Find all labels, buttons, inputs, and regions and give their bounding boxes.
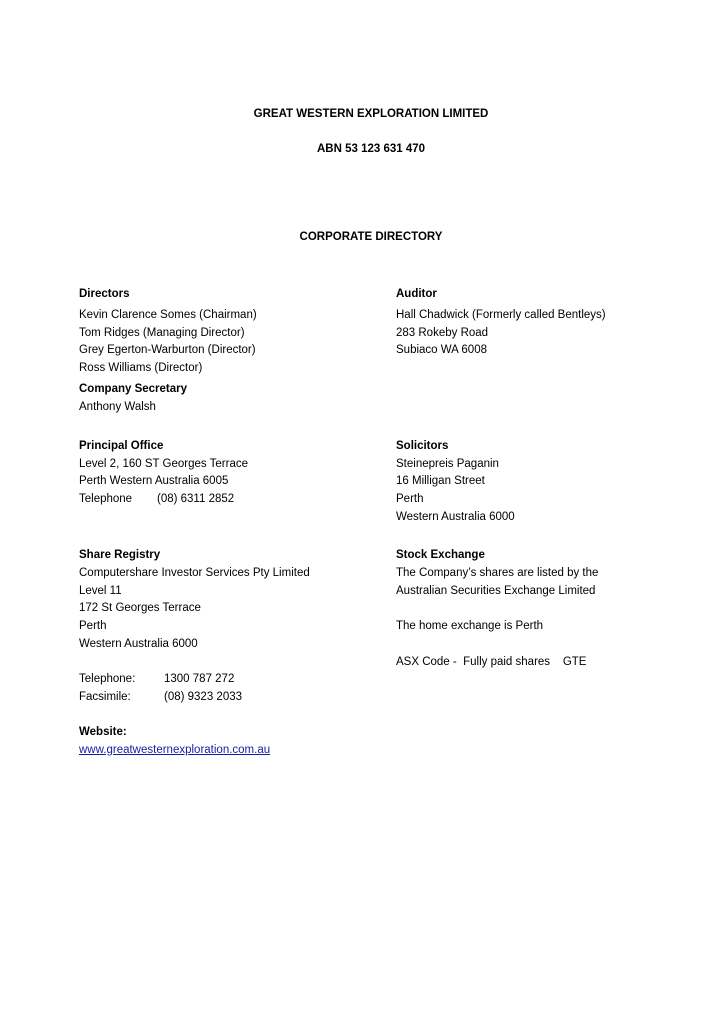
director-item: Tom Ridges (Managing Director) bbox=[79, 327, 245, 339]
home-exchange: The home exchange is Perth bbox=[396, 620, 544, 632]
director-item: Kevin Clarence Somes (Chairman) bbox=[79, 309, 257, 321]
principal-office-line: Level 2, 160 ST Georges Terrace bbox=[79, 458, 248, 470]
principal-office-line: Perth Western Australia 6005 bbox=[79, 475, 229, 487]
abn: ABN 53 123 631 470 bbox=[316, 143, 426, 155]
directors-heading: Directors bbox=[79, 288, 130, 300]
director-item: Grey Egerton-Warburton (Director) bbox=[79, 344, 256, 356]
company-name: GREAT WESTERN EXPLORATION LIMITED bbox=[253, 108, 489, 120]
website-heading: Website: bbox=[79, 726, 127, 738]
solicitors-line: Western Australia 6000 bbox=[396, 511, 515, 523]
share-registry-facsimile-label: Facsimile: bbox=[79, 691, 131, 703]
solicitors-heading: Solicitors bbox=[396, 440, 449, 452]
share-registry-facsimile-value: (08) 9323 2033 bbox=[164, 691, 243, 703]
share-registry-heading: Share Registry bbox=[79, 549, 161, 561]
share-registry-line: Western Australia 6000 bbox=[79, 638, 198, 650]
website-link[interactable]: www.greatwesternexploration.com.au bbox=[79, 744, 271, 756]
stock-exchange-line: Australian Securities Exchange Limited bbox=[396, 585, 596, 597]
share-registry-telephone-value: 1300 787 272 bbox=[164, 673, 235, 685]
stock-exchange-line: The Company’s shares are listed by the bbox=[396, 567, 599, 579]
auditor-line: Subiaco WA 6008 bbox=[396, 344, 487, 356]
solicitors-line: Steinepreis Paganin bbox=[396, 458, 499, 470]
solicitors-line: 16 Milligan Street bbox=[396, 475, 485, 487]
principal-office-telephone-label: Telephone bbox=[79, 493, 133, 505]
director-item: Ross Williams (Director) bbox=[79, 362, 203, 374]
auditor-line: Hall Chadwick (Formerly called Bentleys) bbox=[396, 309, 606, 321]
auditor-line: 283 Rokeby Road bbox=[396, 327, 489, 339]
company-secretary-name: Anthony Walsh bbox=[79, 401, 156, 413]
stock-exchange-heading: Stock Exchange bbox=[396, 549, 485, 561]
asx-code: ASX Code - Fully paid shares GTE bbox=[396, 656, 587, 668]
auditor-heading: Auditor bbox=[396, 288, 437, 300]
solicitors-line: Perth bbox=[396, 493, 424, 505]
share-registry-line: 172 St Georges Terrace bbox=[79, 602, 201, 614]
principal-office-heading: Principal Office bbox=[79, 440, 164, 452]
share-registry-line: Computershare Investor Services Pty Limited bbox=[79, 567, 310, 579]
share-registry-line: Level 11 bbox=[79, 585, 122, 597]
share-registry-line: Perth bbox=[79, 620, 107, 632]
share-registry-telephone-label: Telephone: bbox=[79, 673, 136, 685]
principal-office-telephone-value: (08) 6311 2852 bbox=[157, 493, 235, 505]
company-secretary-heading: Company Secretary bbox=[79, 383, 188, 395]
document-title: CORPORATE DIRECTORY bbox=[299, 231, 443, 243]
